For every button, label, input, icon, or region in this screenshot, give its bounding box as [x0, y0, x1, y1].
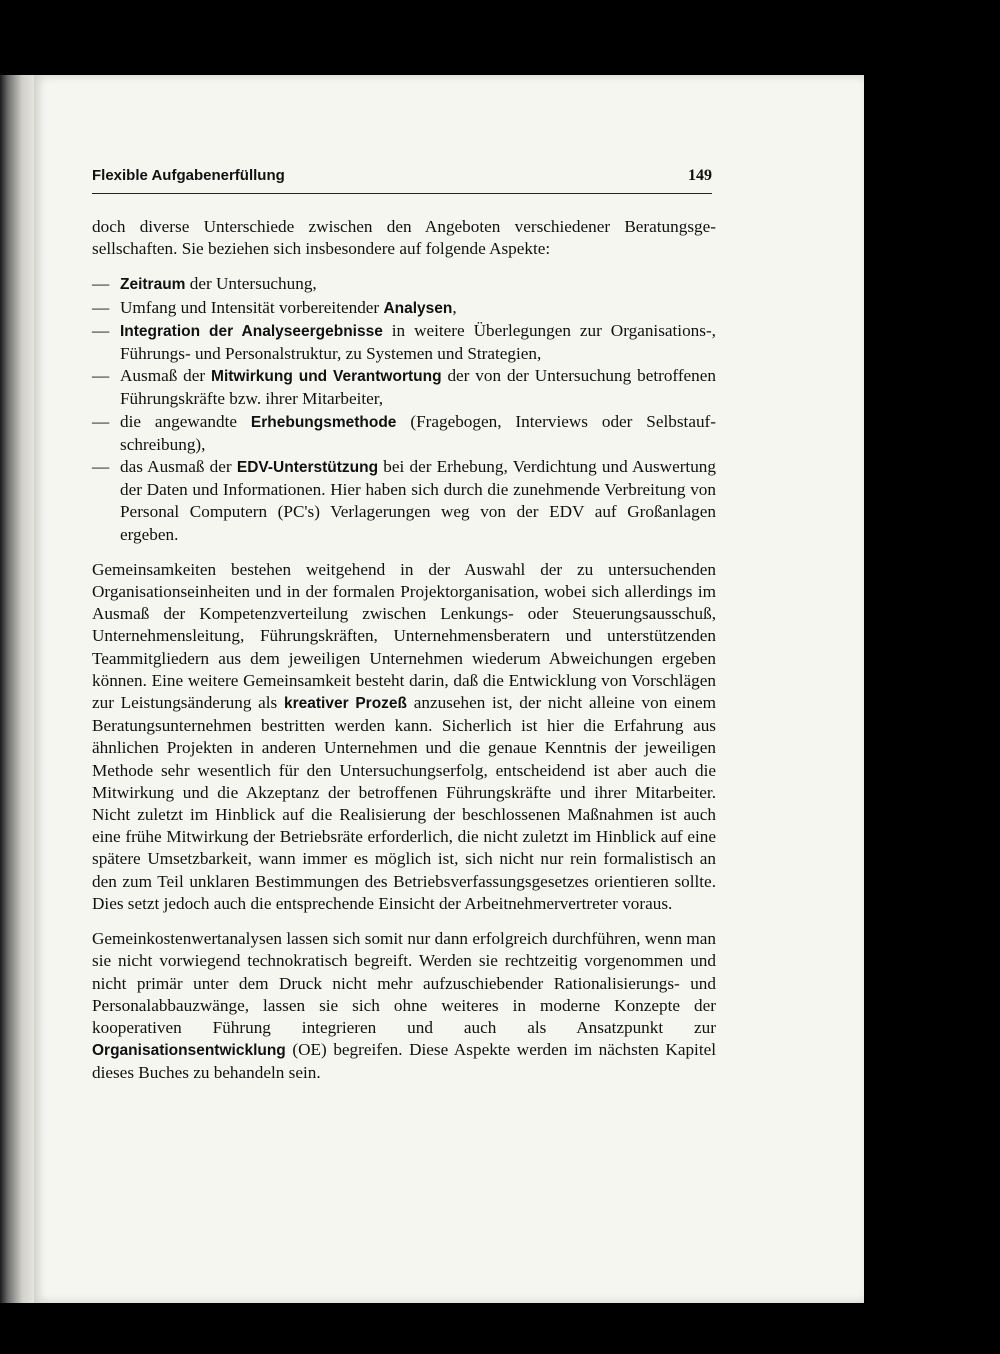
page-number: 149 [688, 167, 712, 184]
paragraph-commonalities: Gemeinsamkeiten bestehen weitgehend in der Auswahl der zu untersuchenden Organisationseinheiten und in der formalen Projektorganisation, wobei sich allerdings im Ausmaß der Kompetenzverteilung zwischen Lenkungs- oder Steuerungsausschuß, Unternehmensleitung, Führungskräften, Unternehmensberatern und unterstützenden Teammitgliedern aus dem jeweiligen Unternehmen wiederum Abweichungen ergeben können. Eine weitere Gemeinsamkeit besteht darin, daß die Entwicklung von Vorschlägen zur Leistungsänderung als kreativer Prozeß anzusehen ist, der nicht alleine von einem Beratungsunternehmen bestritten werden kann. Sicherlich ist hier die Erfahrung aus ähnlichen Projekten in anderen Unternehmen und die genaue Kenntnis der jeweiligen Methode sehr wesentlich für den Untersuchungserfolg, entscheidend ist aber auch die Mitwirkung und die Akzeptanz der betroffenen Führungskräfte und ihrer Mitarbeiter. Nicht zuletzt im Hinblick auf die Realisierung der beschlossenen Maßnahmen ist auch eine frühe Mitwirkung der Betriebsräte erforderlich, die nicht zuletzt im Hinblick auf eine spätere Umsetzbarkeit, wann immer es möglich ist, sich nicht nur rein formalistisch an den zum Teil unklaren Bestimmungen des Betriebsverfassungsgesetzes orientieren sollte. Dies setzt jedoch auch die entsprechende Einsicht der Arbeitnehmervertreter voraus. [92, 559, 717, 913]
intro-paragraph: doch diverse Unterschiede zwischen den Angeboten verschiedener Beratungsgesellschaften. Sie beziehen sich insbesondere auf folgende Aspekte: [92, 217, 716, 259]
page-body [92, 216, 716, 1098]
chapter-title: Flexible Aufgabenerfüllung [92, 167, 285, 184]
dash-marker: — [92, 320, 110, 340]
list-item-keyword: Analysen [383, 299, 453, 317]
list-item-keyword: Zeitraum [120, 276, 186, 294]
aspects-list [92, 273, 716, 545]
list-item-keyword: Mitwirkung und Verantwortung [211, 368, 442, 386]
list-item-keyword: Erhebungsmethode [250, 413, 397, 431]
list-item-keyword: Integration der Analyseergebnisse [120, 322, 383, 340]
dash-marker: — [92, 297, 110, 317]
dash-marker: — [92, 411, 110, 431]
list-item: — Integration der Analyseergebnisse in weitere Überlegungen zur Organisations-, Führungs- und Personalstruktur, zu Systemen und Strategien, [92, 320, 716, 364]
list-item: — Ausmaß der Mitwirkung und Verantwortung der von der Untersuchung betroffenen Führungskräfte bzw. ihrer Mitarbeiter, [92, 366, 716, 409]
list-item-keyword: EDV-Unterstützung [236, 459, 379, 477]
emphasis-keyword: kreativer Prozeß [283, 695, 408, 713]
dash-marker: — [92, 274, 110, 294]
running-header [92, 163, 712, 194]
dash-marker: — [92, 457, 110, 477]
list-item: — Umfang und Intensität vorbereitender Analysen, [92, 297, 716, 320]
list-item: — Zeitraum der Untersuchung, [92, 273, 716, 296]
paragraph-conclusion: Gemeinkostenwertanalysen lassen sich somit nur dann erfolgreich durchführen, wenn man sie nicht vorwiegend technokratisch begreift. Werden sie rechtzeitig vorgenommen und nicht primär unter dem Druck nicht mehr aufzuschiebender Rationalisierungs- und Personalabbauzwänge, lassen sie sich ohne weiteres in moderne Konzepte der kooperativen Führung integrieren und auch als Ansatzpunkt zur Organisationsentwicklung (OE) begreifen. Diese Aspekte werden im nächsten Kapitel dieses Buches zu behandeln sein. [92, 929, 716, 1083]
list-item: — das Ausmaß der EDV-Unterstützung bei der Erhebung, Verdichtung und Auswertung der Daten und Informationen. Hier haben sich durch die zunehmende Verbreitung von Personal Computern (PC's) Verlagerungen weg von der EDV auf Großanlagen ergeben. [92, 457, 716, 544]
emphasis-keyword: Organisationsentwicklung [92, 1042, 286, 1060]
dash-marker: — [92, 366, 110, 386]
list-item: — die angewandte Erhebungsmethode (Fragebogen, Interviews oder Selbstaufschreibung), [92, 411, 716, 454]
